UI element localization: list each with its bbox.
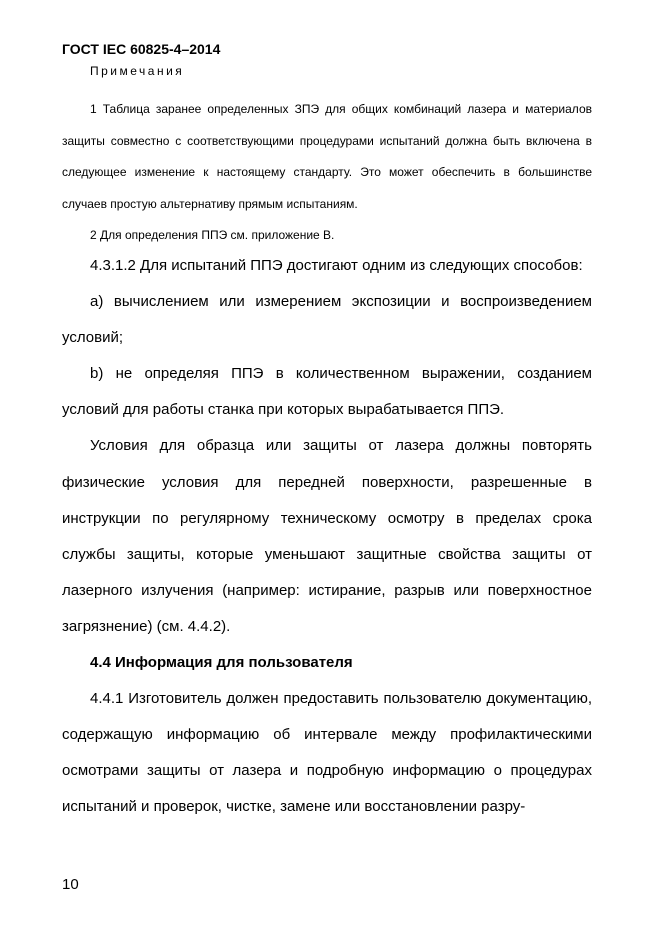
body-text [62,248,592,826]
notes-block [62,94,592,252]
note-1: 1 Таблица заранее определенных ЗПЭ для общих комбинаций лазера и материалов защиты совместно с соответствующими процедурами испытаний должна быть включена в следующее изменение к настоящему стандарту. Это может обеспечить в большинстве случаев простую альтернативу прямым испытаниям. [62,102,592,211]
paragraph-4-3-1-2: 4.3.1.2 Для испытаний ППЭ достигают одним из следующих способов: [90,257,583,274]
list-item-b: b) не определяя ППЭ в количественном выражении, созданием условий для работы станка при которых вырабатывается ППЭ. [62,365,592,419]
notes-title: Примечания [90,64,185,78]
paragraph-4-4-1: 4.4.1 Изготовитель должен предоставить пользователю документацию, содержащую информацию об интервале между профилактическими осмотрами защиты от лазера и подробную информацию о процедурах испытаний и проверок, чистке, замене или восстановлении разру- [62,690,592,816]
page-header: ГОСТ IEC 60825-4–2014 [62,41,221,57]
page-number: 10 [62,876,79,893]
note-2: 2 Для определения ППЭ см. приложение B. [90,228,335,242]
section-heading-4-4: 4.4 Информация для пользователя [90,654,353,672]
list-item-a: a) вычислением или измерением экспозиции и воспроизведением условий; [62,293,592,347]
paragraph-conditions: Условия для образца или защиты от лазера должны повторять физические условия для передней поверхности, разрешенные в инструкции по регулярному техническому осмотру в пределах срока службы защиты, которые уменьшают защитные свойства защиты от лазерного излучения (например: истирание, разрыв или поверхностное загрязнение) (см. 4.4.2). [62,437,592,635]
